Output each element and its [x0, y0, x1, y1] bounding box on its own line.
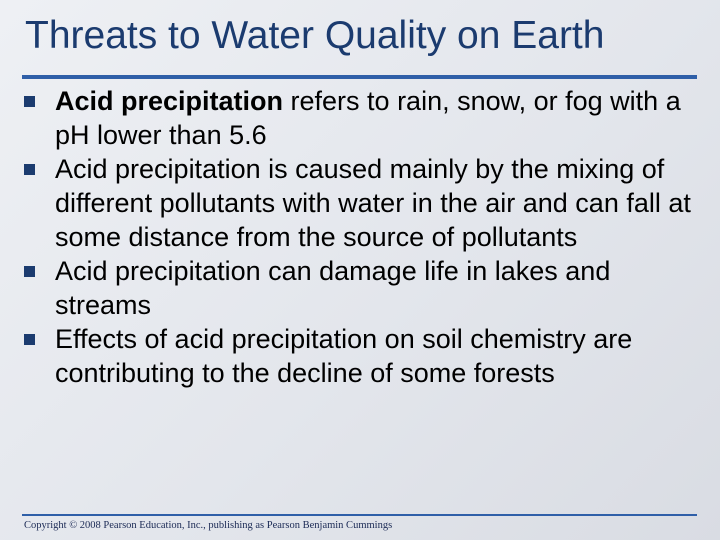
bullet-text	[55, 154, 691, 252]
bullet-item	[22, 152, 692, 254]
bullet-text	[55, 86, 681, 150]
footer-divider	[22, 514, 697, 516]
bullet-item	[22, 254, 692, 322]
copyright-footer: Copyright © 2008 Pearson Education, Inc., publishing as Pearson Benjamin Cummings	[24, 520, 393, 531]
title-divider	[22, 75, 697, 79]
bullet-body: Acid precipitation can damage life in lakes and streams	[55, 256, 611, 320]
square-bullet-icon	[24, 266, 35, 277]
bullet-bold-term: Acid precipitation	[55, 86, 284, 116]
bullet-body: refers to rain, snow, or fog with a pH lower than 5.6	[55, 86, 681, 150]
slide-title: Threats to Water Quality on Earth	[25, 14, 605, 57]
bullet-list	[22, 84, 692, 390]
square-bullet-icon	[24, 96, 35, 107]
bullet-body: Effects of acid precipitation on soil chemistry are contributing to the decline of some forests	[55, 324, 633, 388]
square-bullet-icon	[24, 334, 35, 345]
bullet-text	[55, 256, 610, 320]
bullet-item	[22, 84, 692, 152]
bullet-text	[55, 324, 632, 388]
bullet-body: Acid precipitation is caused mainly by the mixing of different pollutants with water in the air and can fall at some distance from the source of pollutants	[55, 154, 691, 252]
square-bullet-icon	[24, 164, 35, 175]
bullet-item	[22, 322, 692, 390]
